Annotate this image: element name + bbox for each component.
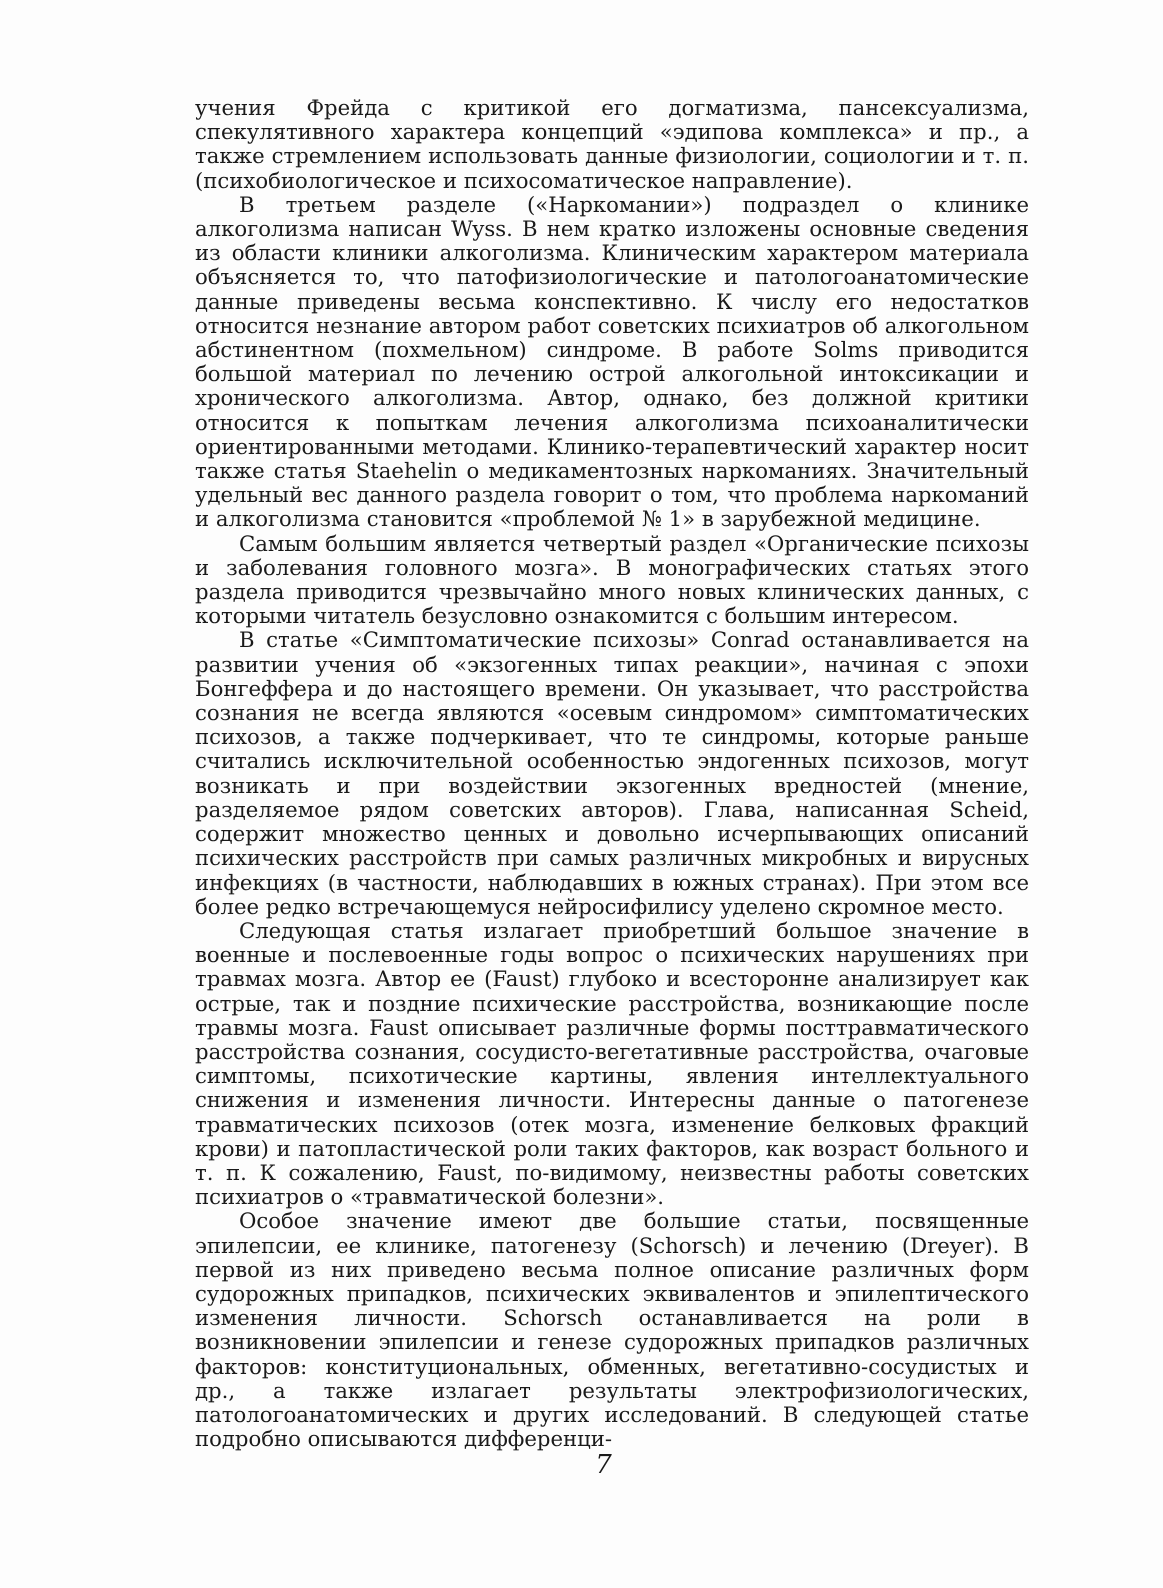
body-text [195,96,1029,1451]
paragraph-6: Особое значение имеют две большие статьи, посвященные эпилепсии, ее клинике, патогенезу (Schorsch) и лечению (Dreyer). В первой из них приведено весьма полное описание различных форм судорожных припадков, психических эквивалентов и эпилептического изменения личности. Schorsch останавливается на роли в возникновении эпилепсии и генезе судорожных припадков различных факторов: конституциональных, обменных, вегетативно-сосудистых и др., а также излагает результаты электрофизиологических, патологоанатомических и других исследований. В следующей статье подробно описываются дифференци- [195,1208,1029,1452]
paragraph-2: В третьем разделе («Наркомании») подраздел о клинике алкоголизма написан Wyss. В нем кратко изложены основные сведения из области клиники алкоголизма. Клиническим характером материала объясняется то, что патофизиологические и патологоанатомические данные приведены весьма конспективно. К числу его недостатков относится незнание автором работ советских психиатров об алкогольном абстинентном (похмельном) синдроме. В работе Solms приводится большой материал по лечению острой алкогольной интоксикации и хронического алкоголизма. Автор, однако, без должной критики относится к попыткам лечения алкоголизма психоаналитически ориентированными методами. Клинико-терапевтический характер носит также статья Staehelin о медикаментозных наркоманиях. Значительный удельный вес данного раздела говорит о том, что проблема наркоманий и алкоголизма становится «проблемой № 1» в зарубежной медицине. [195,191,1029,532]
paragraph-4: В статье «Симптоматические психозы» Conrad останавливается на развитии учения об «экзогенных типах реакции», начиная с эпохи Бонгеффера и до настоящего времени. Он указывает, что расстройства сознания не всегда являются «осевым синдромом» симптоматических психозов, а также подчеркивает, что те синдромы, которые раньше считались исключительной особенностью эндогенных психозов, могут возникать и при воздействии экзогенных вредностей (мнение, разделяемое рядом советских авторов). Глава, написанная Scheid, содержит множество ценных и довольно исчерпывающих описаний психических расстройств при самых различных микробных и вирусных инфекциях (в частности, наблюдавших в южных странах). При этом все более редко встречающемуся нейросифилису уделено скромное место. [195,627,1029,919]
paragraph-3: Самым большим является четвертый раздел «Органические психозы и заболевания головного мозга». В монографических статьях этого раздела приводится чрезвычайно много новых клинических данных, с которыми читатель безусловно ознакомится с большим интересом. [195,530,1029,629]
paragraph-5: Следующая статья излагает приобретший большое значение в военные и послевоенные годы вопрос о психических нарушениях при травмах мозга. Автор ее (Faust) глубоко и всесторонне анализирует как острые, так и поздние психические расстройства, возникающие после травмы мозга. Faust описывает различные формы посттравматического расстройства сознания, сосудисто-вегетативные расстройства, очаговые симптомы, психотические картины, явления интеллектуального снижения и изменения личности. Интересны данные о патогенезе травматических психозов (отек мозга, изменение белковых фракций крови) и патопластической роли таких факторов, как возраст больного и т. п. К сожалению, Faust, по-видимому, неизвестны работы советских психиатров о «травматической болезни». [195,917,1029,1210]
page-number: 7 [595,1450,612,1480]
paragraph-1: учения Фрейда с критикой его догматизма, пансексуализма, спекулятивного характера концепций «эдипова комплекса» и пр., а также стремлением использовать данные физиологии, социологии и т. п. (психобиологическое и психосоматическое направление). [195,95,1029,193]
